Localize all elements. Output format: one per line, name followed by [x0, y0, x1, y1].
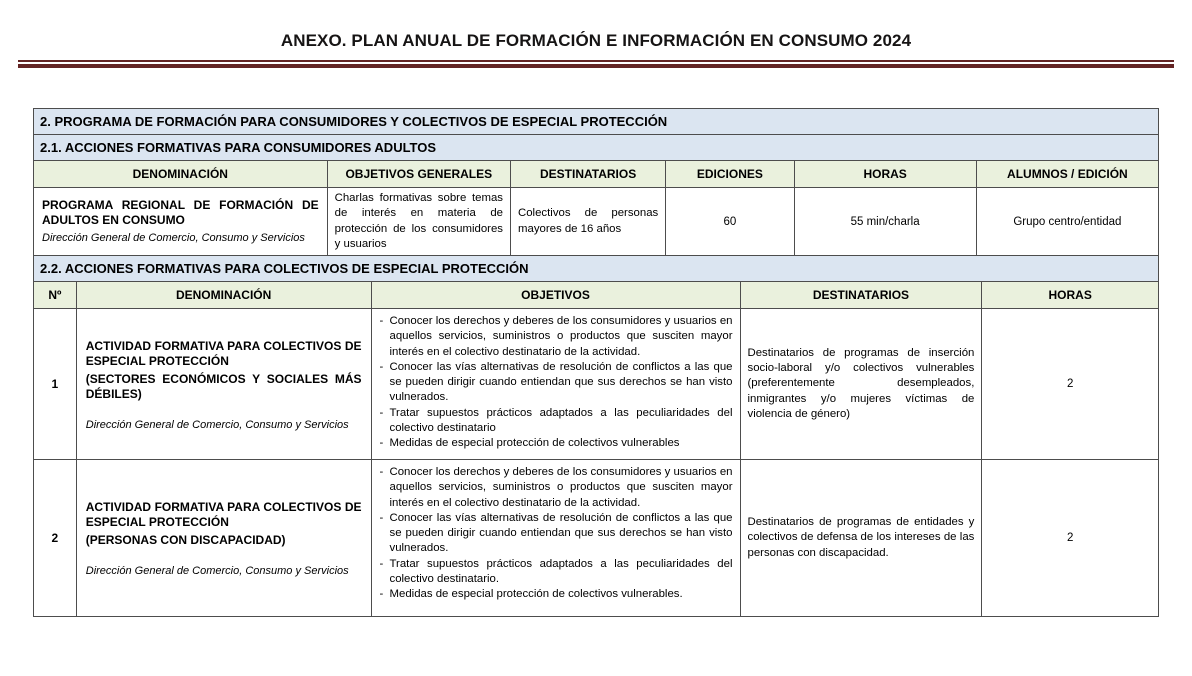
cell-denominacion — [76, 460, 371, 617]
column-header-destinatarios: DESTINATARIOS — [511, 161, 666, 188]
cell-destinatarios: Destinatarios de programas de entidades y colectivos de defensa de los intereses de las personas con discapacidad. — [740, 460, 982, 617]
column-header-objetivos-generales: OBJETIVOS GENERALES — [327, 161, 510, 188]
objective-item: - Tratar supuestos prácticos adaptados a las peculiaridades del colectivo destinatario. — [379, 557, 733, 588]
column-header-denominacion: DENOMINACIÓN — [34, 161, 328, 188]
table-section-2-2 — [33, 255, 1159, 617]
cell-denominacion — [34, 188, 328, 256]
table-section-2-1 — [33, 108, 1159, 256]
cell-alumnos-edicion: Grupo centro/entidad — [976, 188, 1158, 256]
cell-objetivos-generales: Charlas formativas sobre temas de interés en materia de protección de los consumidores y usuarios — [327, 188, 510, 256]
objective-item: - Conocer los derechos y deberes de los consumidores y usuarios en aquellos servicios, suministros o productos que susciten mayor interés en el colectivo destinatario de la actividad. — [379, 314, 733, 360]
section-2-1-banner: 2.1. ACCIONES FORMATIVAS PARA CONSUMIDORES ADULTOS — [34, 135, 1159, 161]
cell-horas: 55 min/charla — [794, 188, 976, 256]
plan-table — [33, 108, 1159, 617]
cell-destinatarios: Colectivos de personas mayores de 16 años — [511, 188, 666, 256]
activity-organism: Dirección General de Comercio, Consumo y Servicios — [85, 565, 349, 578]
column-header-horas: HORAS — [794, 161, 976, 188]
column-header-destinatarios: DESTINATARIOS — [740, 282, 982, 309]
table-row — [34, 309, 1159, 460]
objective-item: - Conocer los derechos y deberes de los consumidores y usuarios en aquellos servicios, suministros o productos que susciten mayor interés en el colectivo destinatario de la actividad. — [379, 465, 733, 511]
column-header-horas: HORAS — [982, 282, 1159, 309]
header-row-2-2 — [34, 282, 1159, 309]
section-2-1-banner-row — [34, 135, 1159, 161]
cell-objetivos — [371, 309, 740, 460]
table-row — [34, 188, 1159, 256]
column-header-ediciones: EDICIONES — [666, 161, 794, 188]
section-2-2-banner: 2.2. ACCIONES FORMATIVAS PARA COLECTIVOS DE ESPECIAL PROTECCIÓN — [34, 256, 1159, 282]
cell-numero: 2 — [34, 460, 77, 617]
title-rule-thin — [18, 60, 1174, 62]
section-2-banner-row — [34, 109, 1159, 135]
cell-destinatarios: Destinatarios de programas de inserción socio-laboral y/o colectivos vulnerables (preferentemente desempleados, inmigrantes y/o mujeres víctimas de violencia de género) — [740, 309, 982, 460]
activity-title: ACTIVIDAD FORMATIVA PARA COLECTIVOS DE ESPECIAL PROTECCIÓN — [85, 338, 362, 368]
objective-item: - Tratar supuestos prácticos adaptados a las peculiaridades del colectivo destinatario — [379, 406, 733, 437]
table-row — [34, 460, 1159, 617]
activity-subtitle: (PERSONAS CON DISCAPACIDAD) — [85, 533, 286, 548]
document-title: ANEXO. PLAN ANUAL DE FORMACIÓN E INFORMACIÓN EN CONSUMO 2024 — [280, 31, 912, 50]
header-row-2-1 — [34, 161, 1159, 188]
column-header-objetivos: OBJETIVOS — [371, 282, 740, 309]
section-2-banner: 2. PROGRAMA DE FORMACIÓN PARA CONSUMIDORES Y COLECTIVOS DE ESPECIAL PROTECCIÓN — [34, 109, 1159, 135]
activity-subtitle: (SECTORES ECONÓMICOS Y SOCIALES MÁS DÉBILES) — [85, 371, 362, 401]
cell-denominacion — [76, 309, 371, 460]
cell-horas: 2 — [982, 309, 1159, 460]
program-organism: Dirección General de Comercio, Consumo y Servicios — [42, 231, 305, 244]
activity-organism: Dirección General de Comercio, Consumo y Servicios — [85, 418, 349, 431]
section-2-2-banner-row — [34, 256, 1159, 282]
column-header-numero: Nº — [34, 282, 77, 309]
cell-horas: 2 — [982, 460, 1159, 617]
activity-title: ACTIVIDAD FORMATIVA PARA COLECTIVOS DE ESPECIAL PROTECCIÓN — [85, 500, 362, 530]
cell-objetivos — [371, 460, 740, 617]
objective-item: - Conocer las vías alternativas de resolución de conflictos a las que se pueden dirigir cuando entiendan que sus derechos se han visto vulnerados. — [379, 360, 733, 406]
column-header-alumnos-edicion: ALUMNOS / EDICIÓN — [976, 161, 1158, 188]
cell-ediciones: 60 — [666, 188, 794, 256]
objective-item: - Medidas de especial protección de colectivos vulnerables — [379, 436, 733, 451]
title-rule-thick — [18, 64, 1174, 68]
objective-item: - Medidas de especial protección de colectivos vulnerables. — [379, 587, 733, 602]
column-header-denominacion: DENOMINACIÓN — [76, 282, 371, 309]
program-title: PROGRAMA REGIONAL DE FORMACIÓN DE ADULTOS EN CONSUMO — [42, 197, 319, 227]
cell-numero: 1 — [34, 309, 77, 460]
objective-item: - Conocer las vías alternativas de resolución de conflictos a las que se pueden dirigir cuando entiendan que sus derechos se han visto vulnerados. — [379, 511, 733, 557]
